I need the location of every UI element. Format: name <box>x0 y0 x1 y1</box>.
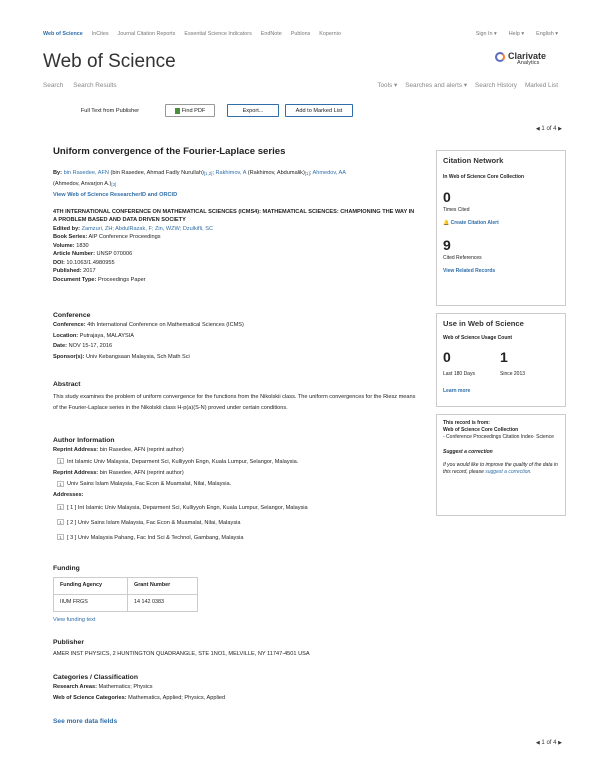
book-series-label: Book Series: <box>53 234 88 241</box>
clarivate-logo-icon <box>495 52 505 62</box>
author-sup-1[interactable]: [1,2] <box>203 170 213 176</box>
usage-heading: Use in Web of Science <box>443 319 524 328</box>
document-type: Proceedings Paper <box>97 276 146 283</box>
pager-of: of <box>546 126 552 132</box>
clarivate-logo[interactable] <box>495 50 555 68</box>
since-2013-count: 1 <box>500 349 508 365</box>
author-link-3[interactable]: Ahmedov, AA <box>312 169 347 176</box>
tools-menu[interactable]: Tools ▾ <box>377 82 397 89</box>
pager-total: 4 <box>553 126 557 132</box>
prev-arrow-icon[interactable]: ◀ <box>535 740 540 746</box>
nav-esi[interactable]: Essential Science Indicators <box>184 31 252 37</box>
grant-number-header: Grant Number <box>128 578 198 595</box>
nav-incites[interactable]: InCites <box>91 31 109 37</box>
research-areas: Mathematics; Physics <box>98 684 153 691</box>
research-areas-label: Research Areas: <box>53 684 97 691</box>
sign-in-menu[interactable]: Sign In ▾ <box>476 31 497 37</box>
conference-section <box>53 311 418 363</box>
editors-links[interactable]: Zamzuri, ZH; AbdulRazak, F; Zin, WZW; Dzulkifli, SC <box>81 225 213 232</box>
record-source-panel <box>436 414 566 516</box>
reprint-author-1: bin Rasedee, AFN (reprint author) <box>99 447 184 454</box>
addresses-label: Addresses: <box>53 492 84 499</box>
record-details <box>53 208 418 285</box>
edited-by-label: Edited by: <box>53 225 81 232</box>
by-label: By: <box>53 169 63 176</box>
address-marker-icon: 1 <box>57 519 64 525</box>
author-full-3: (Ahmedov, Anvarjon A.) <box>53 180 112 187</box>
last-180-days-label: Last 180 Days <box>443 371 475 377</box>
categories-section <box>53 673 418 703</box>
reprint-author-2: bin Rasedee, AFN (reprint author) <box>99 469 184 476</box>
record-main <box>53 146 418 284</box>
abstract-text: This study examines the problem of uniform convergence for the functions from the Nikolskii class. The uniform convergences for the Riesz means of the Fourier-Laplace series in the Nikolskii class H-p(a)(S-N) proved under certain conditions. <box>53 394 416 411</box>
wos-categories: Mathematics, Applied; Physics, Applied <box>128 694 226 701</box>
address-marker-icon: 1 <box>57 458 64 464</box>
pager-total: 4 <box>553 740 557 746</box>
location-label: Location: <box>53 332 79 339</box>
pdf-icon <box>175 108 180 114</box>
pager-current: 1 <box>541 126 545 132</box>
date-label: Date: <box>53 343 67 350</box>
categories-heading: Categories / Classification <box>53 674 138 681</box>
suggest-correction-text: If you would like to improve the quality of the data in this record, please <box>443 462 558 475</box>
published: 2017 <box>83 268 96 275</box>
see-more-data-fields-link[interactable]: See more data fields <box>53 718 118 725</box>
conference-title: 4TH INTERNATIONAL CONFERENCE ON MATHEMATICAL SCIENCES (ICMS4): MATHEMATICAL SCIENCES: CHAMPIONING THE WAY IN A PROBLEM BASED AND DATA DRIVEN SOCIETY <box>53 208 415 224</box>
sub-navigation <box>43 82 558 91</box>
date: NOV 15-17, 2016 <box>68 343 113 350</box>
next-arrow-icon[interactable]: ▶ <box>558 126 562 132</box>
search-history-link[interactable]: Search History <box>475 82 517 89</box>
since-2013-label: Since 2013 <box>500 371 526 377</box>
funding-table <box>53 577 198 612</box>
search-results-link[interactable]: Search Results <box>73 82 117 89</box>
view-funding-text-link[interactable]: View funding text <box>53 617 96 623</box>
create-alert-label: Create Citation Alert <box>450 219 499 226</box>
usage-panel <box>436 313 566 407</box>
cited-references-count[interactable]: 9 <box>443 237 451 254</box>
last-180-days-count: 0 <box>443 349 451 365</box>
article-number-label: Article Number: <box>53 251 95 258</box>
logo-name: Clarivate <box>508 51 547 61</box>
author-sup-2[interactable]: [1] <box>304 170 310 176</box>
address-3: [ 3 ] Univ Malaysia Pahang, Fac Ind Sci & Technol, Gambang, Malaysia <box>67 534 244 541</box>
pager-bottom <box>536 739 562 747</box>
times-cited-count[interactable]: 0 <box>443 189 451 205</box>
authors: By: bin Rasedee, AFN (bin Rasedee, Ahmad Fadly Nurullah)[1,2]; Rakhimov, A (Rakhimov, Abdumalik)[1]; Ahmedov, AA (Ahmedov, Anvarjon A.)[3] View Web of Science ResearcherID and ORCID <box>53 169 347 198</box>
abstract-section <box>53 380 418 413</box>
conference-heading: Conference <box>53 312 91 319</box>
find-pdf-label: Find PDF <box>181 108 206 114</box>
pager-current: 1 <box>541 740 545 746</box>
nav-publons[interactable]: Publons <box>290 31 311 37</box>
doi: 10.1063/1.4980955 <box>66 259 115 266</box>
marked-list-link[interactable]: Marked List <box>524 82 558 89</box>
searches-alerts-menu[interactable]: Searches and alerts ▾ <box>405 82 467 89</box>
wos-categories-label: Web of Science Categories: <box>53 694 127 701</box>
record-title: Uniform convergence of the Fourier-Laplace series <box>53 146 286 157</box>
reprint-label-1: Reprint Address: <box>53 447 99 454</box>
address-marker-icon: 1 <box>57 534 64 540</box>
nav-jcr[interactable]: Journal Citation Reports <box>117 31 176 37</box>
volume: 1830 <box>76 242 89 249</box>
reprint-label-2: Reprint Address: <box>53 469 99 476</box>
cited-references-label: Cited References <box>443 255 482 262</box>
find-pdf-button[interactable] <box>165 104 215 117</box>
researcher-id-link[interactable]: View Web of Science ResearcherID and ORCID <box>53 191 178 198</box>
full-text-button[interactable]: Full Text from Publisher <box>71 104 149 117</box>
suggest-correction-heading: Suggest a correction <box>443 449 493 456</box>
reprint-address-1: Int Islamic Univ Malaysia, Deparment Sci, Kulliyyoh Engn, Kuala Lumpur, Selangor, Malaysia. <box>67 458 299 465</box>
publisher-heading: Publisher <box>53 639 84 646</box>
table-row <box>54 595 198 612</box>
grant-number-cell: 14 142 0383 <box>128 595 198 612</box>
abstract-heading: Abstract <box>53 381 81 388</box>
published-label: Published: <box>53 268 82 275</box>
author-full-2: (Rakhimov, Abdumalik) <box>246 169 305 176</box>
bell-icon: 🔔 <box>443 219 450 226</box>
prev-arrow-icon[interactable]: ◀ <box>535 126 540 132</box>
times-cited-label: Times Cited <box>443 206 470 213</box>
location: Putrajaya, MALAYSIA <box>79 332 135 339</box>
export-button[interactable]: Export... <box>227 104 279 117</box>
funding-agency-header: Funding Agency <box>54 578 128 595</box>
author-sup-3[interactable]: [3] <box>111 181 117 187</box>
volume-label: Volume: <box>53 242 75 249</box>
sponsor: Univ Kebangsaan Malaysia, Sch Math Sci <box>85 353 190 360</box>
pager-top <box>536 125 562 133</box>
author-link-2[interactable]: Rakhimov, A <box>215 169 247 176</box>
doi-label: DOI: <box>53 259 65 266</box>
reprint-address-2: Univ Sains Islam Malaysia, Fac Econ & Muamalat, Nilai, Malaysia. <box>67 481 232 488</box>
article-number: UNSP 070006 <box>96 251 133 258</box>
author-link-1[interactable]: bin Rasedee, AFN <box>63 169 109 176</box>
citation-network-panel <box>436 150 566 306</box>
author-info-section <box>53 436 418 546</box>
funding-agency-cell: IIUM FRGS <box>54 595 128 612</box>
publisher-text: AMER INST PHYSICS, 2 HUNTINGTON QUADRANGLE, STE 1NO1, MELVILLE, NY 11747-4501 USA <box>53 651 310 658</box>
add-to-marked-list-button[interactable]: Add to Marked List <box>285 104 353 117</box>
view-related-records-link[interactable]: View Related Records <box>443 268 496 275</box>
core-collection-name: Web of Science Core Collection <box>443 426 519 433</box>
book-series: AIP Conference Proceedings <box>88 234 161 241</box>
core-collection-label: In Web of Science Core Collection <box>443 174 525 181</box>
address-marker-icon: 1 <box>57 504 64 510</box>
author-info-heading: Author Information <box>53 437 115 444</box>
address-marker-icon: 1 <box>57 481 64 487</box>
citation-index-name: - Conference Proceedings Citation Index- Science <box>443 433 554 440</box>
record-from-label: This record is from: <box>443 420 490 426</box>
learn-more-link[interactable]: Learn more <box>443 388 471 394</box>
logo-sub: Analytics <box>517 60 540 66</box>
next-arrow-icon[interactable]: ▶ <box>558 740 562 746</box>
nav-web-of-science[interactable]: Web of Science <box>43 31 83 37</box>
sponsor-label: Sponsor(s): <box>53 353 85 360</box>
table-header-row <box>54 578 198 595</box>
conf-label: Conference: <box>53 322 86 329</box>
address-1: [ 1 ] Int Islamic Univ Malaysia, Deparment Sci, Kulliyyoh Engn, Kuala Lumpur, Selangor, Malaysia <box>67 504 308 511</box>
conf-name: 4th International Conference on Mathematical Sciences (ICMS) <box>87 322 244 329</box>
publisher-section <box>53 638 418 659</box>
author-full-1: (bin Rasedee, Ahmad Fadly Nurullah) <box>108 169 204 176</box>
site-title[interactable]: Web of Science <box>43 51 176 72</box>
pager-of: of <box>546 740 552 746</box>
help-menu[interactable]: Help ▾ <box>509 31 524 37</box>
nav-kopernio[interactable]: Kopernio <box>319 31 341 37</box>
nav-endnote[interactable]: EndNote <box>260 31 282 37</box>
top-navigation <box>43 31 558 40</box>
citation-network-heading: Citation Network <box>443 156 504 165</box>
suggest-correction-link[interactable]: suggest a correction. <box>485 469 532 475</box>
usage-count-label: Web of Science Usage Count <box>443 335 513 342</box>
search-link[interactable]: Search <box>43 82 64 89</box>
document-type-label: Document Type: <box>53 276 97 283</box>
create-citation-alert[interactable] <box>443 220 559 227</box>
address-2: [ 2 ] Univ Sains Islam Malaysia, Fac Econ & Muamalat, Nilai, Malaysia <box>67 519 241 526</box>
funding-heading: Funding <box>53 565 80 572</box>
language-menu[interactable]: English ▾ <box>536 31 558 37</box>
